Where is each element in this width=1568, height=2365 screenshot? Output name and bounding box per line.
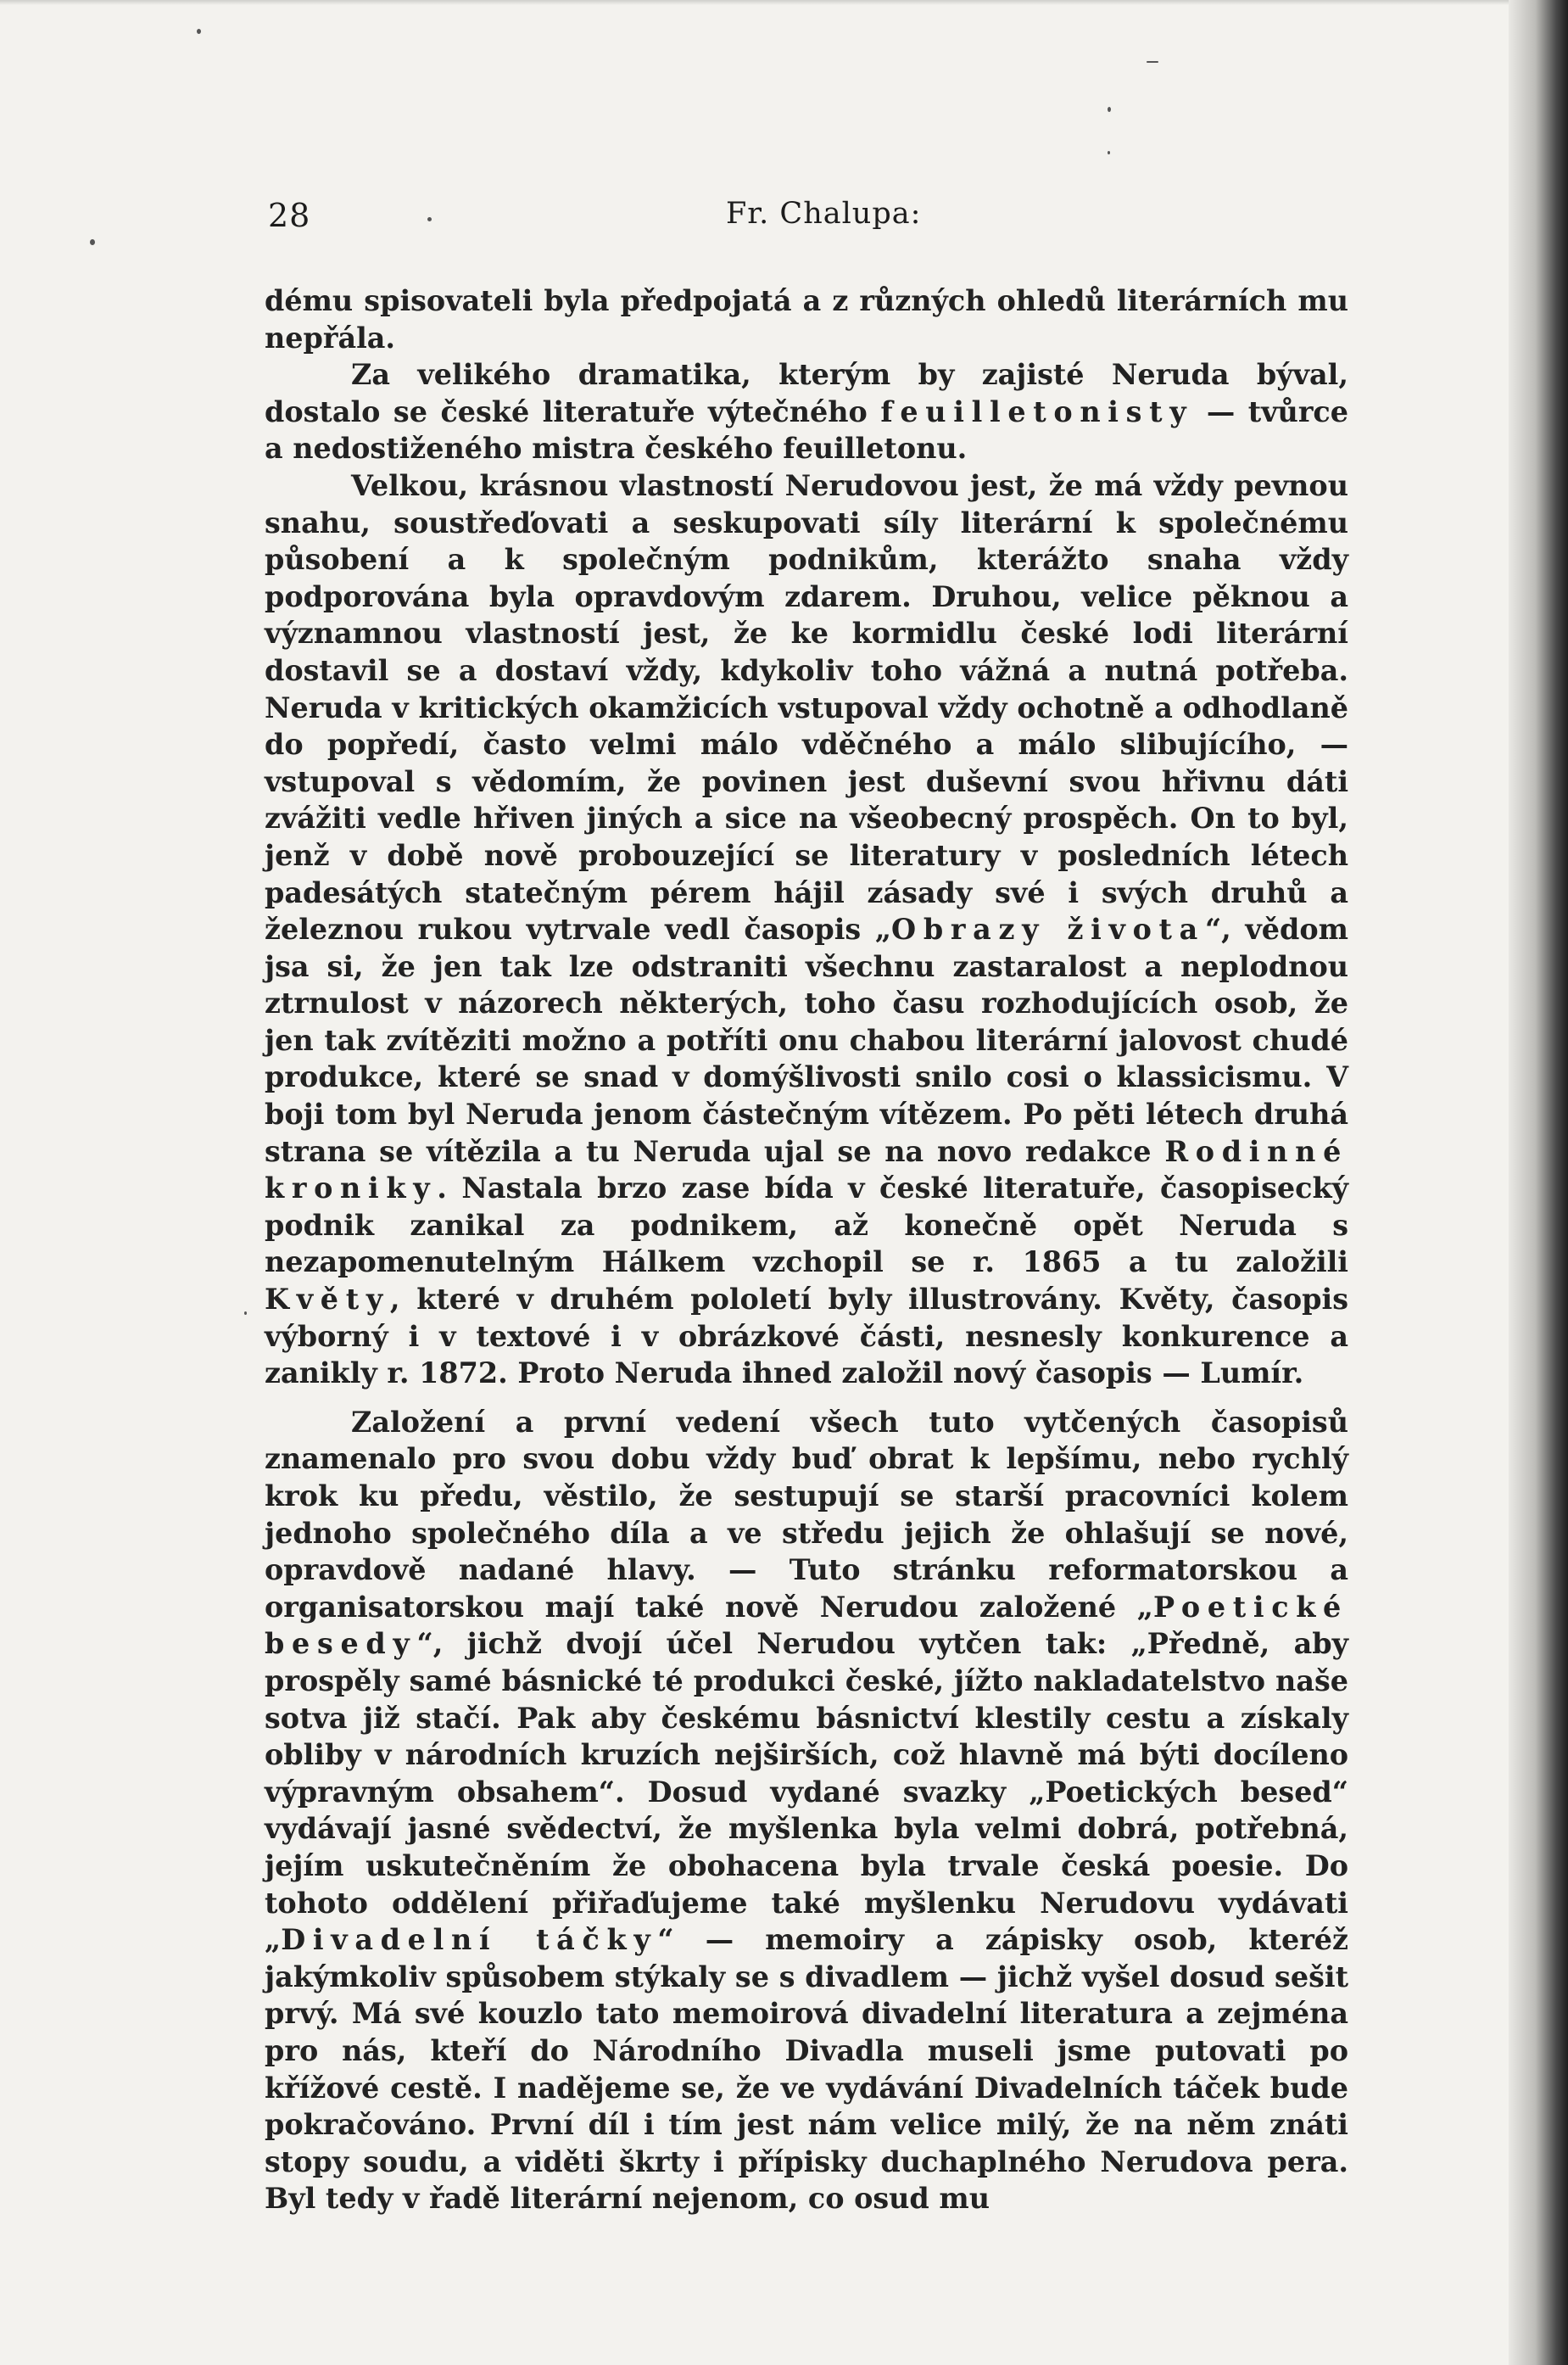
paragraph [265, 1404, 1348, 2217]
text-run: “, vědom jsa si, že jen tak lze odstraniti všechnu zastaralost a neplodnou ztrnulost v názorech některých, toho času rozhodujících osob, že jen tak zvítěziti možno a potříti onu chabou literární jalovost chudé produkce, které se snad v domýšlivosti snilo cosi o klassicismu. V boji tom byl Neruda jenom částečným vítězem. Po pěti létech druhá strana se vítězila a tu Neruda ujal se na novo redakce [265, 913, 1348, 1168]
paragraph [265, 356, 1348, 467]
text-run: dému spisovateli byla předpojatá a z různých ohledů literárních mu nepřála. [265, 284, 1348, 355]
spaced-emphasis: Poetické besedy [265, 1590, 1348, 1661]
spaced-emphasis: Obrazy života [891, 913, 1205, 947]
speck [90, 239, 95, 245]
text-run: Založení a první vedení všech tuto vytčených časopisů znamenalo pro svou dobu vždy buď obrat k lepšímu, nebo rychlý krok ku předu, věstilo, že sestupují se starší pracovníci kolem jednoho společného díla a ve středu jejich že ohlašují se nové, opravdově nadané hlavy. — Tuto stránku reformatorskou a organisatorskou mají také nově Nerudou založené „ [265, 1405, 1348, 1624]
speck [1147, 61, 1158, 63]
spaced-emphasis: Divadelní táčky [281, 1923, 658, 1957]
spaced-emphasis: feuilletonisty [880, 394, 1194, 428]
speck [197, 29, 201, 34]
text-run: . Nastala brzo zase bída v české literatuře, časopisecký podnik zanikal za podnikem, až konečně opět Neruda s nezapomenutelným Hálkem vzchopil se r. 1865 a tu založili [265, 1171, 1348, 1279]
spaced-emphasis: Květy [265, 1283, 390, 1317]
paragraph [265, 282, 1348, 356]
text-run: Za velikého dramatika, kterým by zajisté Neruda býval, dostalo se české literatuře výtečného [265, 358, 1348, 428]
text-run: “ — memoiry a zápisky osob, kteréž jakýmkoliv spůsobem stýkaly se s divadlem — jichž vyšel dosud sešit prvý. Má své kouzlo tato memoirová divadelní literatura a zejména pro nás, kteří do Národního Divadla museli jsme putovati po křížové cestě. I nadějeme se, že ve vydávání Divadelních táček bude pokračováno. První díl i tím jest nám velice milý, že na něm znáti stopy soudu, a viděti škrty i přípisky duchaplného Nerudova pera. Byl tedy v řadě literární nejenom, co osud mu [265, 1923, 1348, 2216]
speck [244, 1311, 247, 1315]
text-run: Velkou, krásnou vlastností Nerudovou jest, že má vždy pevnou snahu, soustřeďovati a seskupovati síly literární k společnému působení a k společným podnikům, kterážto snaha vždy podporována byla opravdovým zdarem. Druhou, velice pěknou a významnou vlastností jest, že ke kormidlu české lodi literární dostavil se a dostaví vždy, kdykoliv toho vážná a nutná potřeba. Neruda v kritických okamžicích vstupoval vždy ochotně a odhodlaně do popředí, často velmi málo vděčného a málo slibujícího, — vstupoval s vědomím, že povinen jest duševní svou hřivnu dáti zvážiti vedle hřiven jiných a sice na všeobecný prospěch. On to byl, jenž v době nově probouzející se literatury v posledních létech padesátých statečným pérem hájil zásady své i svých druhů a železnou rukou vytrvale vedl časopis „ [265, 468, 1348, 947]
spaced-emphasis: Rodinné kroniky [265, 1134, 1348, 1205]
page-header [268, 197, 1345, 248]
paragraph [265, 467, 1348, 1392]
scan-shadow-right [1509, 0, 1568, 2365]
text-run: , které v druhém pololetí byly illustrovány. Květy, časopis výborný i v textové i v obrázkové části, nesnesly konkurence a zanikly r. 1872. Proto Neruda ihned založil nový časopis — Lumír. [265, 1283, 1348, 1390]
speck [1108, 107, 1111, 112]
body-text [265, 282, 1348, 2217]
page-number: 28 [268, 197, 311, 234]
text-run: “, jichž dvojí účel Nerudou vytčen tak: „Předně, aby prospěly samé básnické té produkci české, jížto nakladatelstvo naše sotva již stačí. Pak aby českému básnictví klestily cestu a získaly obliby v národních kruzích nejširších, což hlavně má býti docíleno výpravným obsahem“. Dosud vydané svazky „Poetických besed“ vydávají jasné svědectví, že myšlenka byla velmi dobrá, potřebná, jejím uskutečněním že obohacena byla trvale česká poesie. Do tohoto oddělení přiřaďujeme také myšlenku Nerudovu vydávati „ [265, 1627, 1348, 1957]
running-head: Fr. Chalupa: [726, 197, 922, 231]
text-run: — tvůrce a nedostiženého mistra českého feuilletonu. [265, 394, 1348, 466]
scan-edge-top [0, 0, 1509, 5]
speck [1108, 151, 1110, 154]
